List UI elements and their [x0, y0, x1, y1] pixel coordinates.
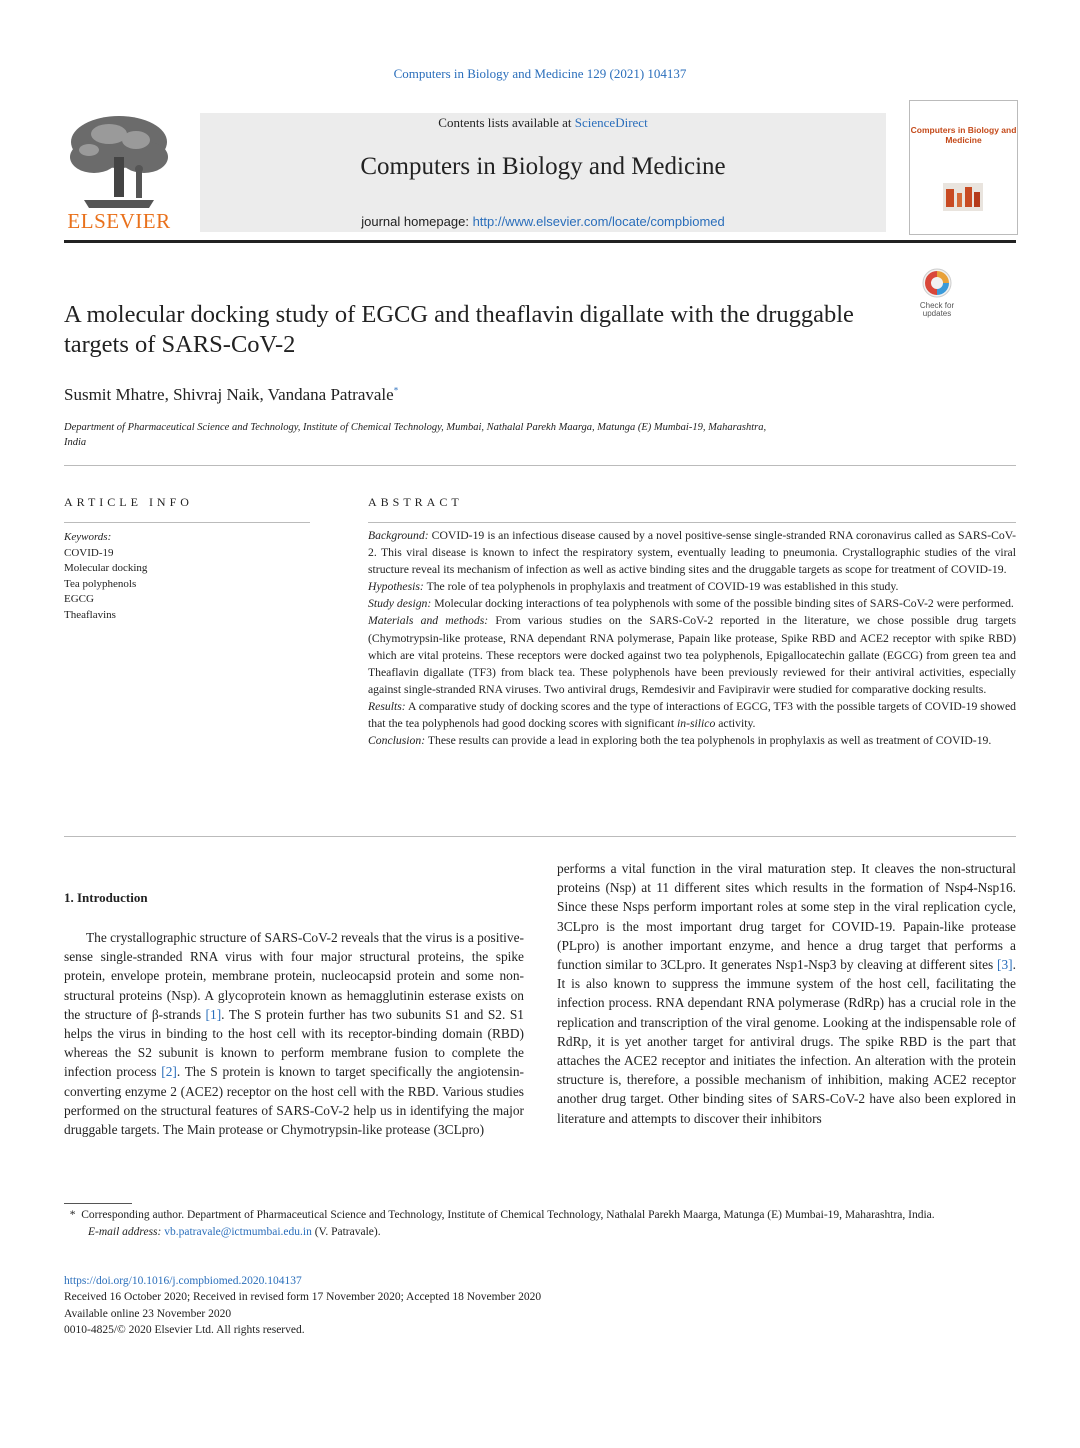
copyright: 0010-4825/© 2020 Elsevier Ltd. All rights reserved. [64, 1323, 305, 1336]
footnote-text [64, 1207, 1016, 1224]
abstract-background [368, 527, 1016, 578]
check-for-updates-icon [908, 266, 966, 302]
elsevier-tree-image [64, 112, 174, 210]
footnote-body: Corresponding author. Department of Pharmaceutical Science and Technology, Institute of Chemical Technology, Nathalal Parekh Maarga, Matunga (E) Mumbai-19, Maharashtra, India. [81, 1209, 935, 1221]
check-for-updates-label [908, 302, 966, 318]
abstract-methods [368, 612, 1016, 697]
intro-text: . The S protein further has two subunits S1 and S2. S1 helps the virus in binding to the host cell with its receptor-binding domain (RBD) whereas the S2 subunit is known to perform membrane fusion to complete the infection process [64, 1006, 524, 1080]
article-info-rule [64, 522, 310, 523]
abstract-results-text: A comparative study of docking scores and the type of interactions of EGCG, TF3 with the possible targets of COVID-19 showed that the tea polyphenols had good docking scores with significant [368, 699, 1016, 731]
journal-title: Computers in Biology and Medicine [360, 153, 726, 180]
article-meta [64, 1273, 541, 1338]
footnote-email [64, 1224, 1016, 1241]
article-title: A molecular docking study of EGCG and theaflavin digallate with the druggable targets of SARS-CoV-2 [64, 301, 854, 358]
email-link[interactable]: vb.patravale@ictmumbai.edu.in [164, 1226, 312, 1238]
abstract-results-label: Results: [368, 699, 406, 713]
elsevier-logo [64, 112, 174, 234]
reference-link-2[interactable]: [2] [161, 1064, 177, 1080]
abstract-conclusion-label: Conclusion: [368, 734, 426, 748]
abstract-results-text-end: activity. [718, 717, 756, 731]
abstract-body [368, 527, 1016, 749]
corresponding-author-footnote [64, 1207, 1016, 1241]
doi-link[interactable]: https://doi.org/10.1016/j.compbiomed.2020.104137 [64, 1275, 302, 1287]
abstract-methods-text: From various studies on the SARS-CoV-2 reported in the literature, we chose possible drug targets (Chymotrypsin-like protease, RNA dependant RNA polymerase, Papain like protease, Spike RBD and ACE2 receptor with spike RBD) which are vital proteins. These receptors were docked against two tea polyphenols, Epigallocatechin gallate (EGCG) from green tea and Theaflavin digallate (TF3) from black tea. These polyphenols have been previously reviewed for their antiviral activities, especially against single-stranded RNA viruses. Two antiviral drugs, Remdesivir and Favipiravir were studied for comparative docking results. [368, 614, 1017, 696]
abstract-background-label: Background: [368, 529, 429, 542]
contents-prefix: Contents lists available at [438, 115, 572, 130]
keywords-label: Keywords: [64, 531, 112, 543]
keyword-item: COVID-19 [64, 546, 114, 559]
check-line-2: updates [922, 309, 952, 318]
abstract-background-text: COVID-19 is an infectious disease caused by a novel positive-sense single-stranded RNA coronavirus called as SARS-CoV-2. This viral disease is known to infect the respiratory system, eventually leading to pneumonia. Crystallographic studies of the viral structure reveal its mechanism of infection as well as active binding sites and the druggable targets as scope for treatment of COVID-19. [368, 529, 1017, 577]
email-suffix: (V. Patravale). [314, 1226, 381, 1238]
footnote-rule [64, 1203, 132, 1204]
header-rule [64, 240, 1016, 243]
reference-link-1[interactable]: [1] [205, 1006, 222, 1022]
authors-names: Susmit Mhatre, Shivraj Naik, Vandana Patravale [64, 385, 394, 404]
intro-text: performs a vital function in the viral maturation step. It cleaves the non-structural proteins (Nsp) at 11 different sites which results in the formation of Nsp4-Nsp16. Since these Nsps perform important roles at some step in the viral replication cycle, 3CLpro is the most important drug target for COVID-19. Papain-like protease (PLpro) is another important enzyme, and hence a drug target that performs a function similar to 3CLpro. It generates Nsp1-Nsp3 by cleaving at different sites [557, 861, 1016, 973]
abstract-heading: ABSTRACT [368, 495, 463, 509]
cover-title: Computers in Biology and Medicine [910, 125, 1017, 145]
affiliation [64, 420, 914, 450]
keywords-block [64, 530, 147, 624]
abstract-conclusion [368, 732, 1016, 749]
corresponding-author-mark[interactable]: * [393, 385, 399, 396]
intro-paragraph-1 [64, 928, 524, 1139]
keyword-item: Theaflavins [64, 608, 116, 621]
check-line-1: Check for [919, 301, 955, 310]
intro-paragraph-1-continued [557, 859, 1016, 1128]
keyword-item: Molecular docking [64, 562, 148, 575]
abstract-study-design-text: Molecular docking interactions of tea polyphenols with some of the possible binding sites of SARS-CoV-2 were performed. [434, 597, 1014, 611]
introduction-heading: 1. Introduction [64, 890, 148, 905]
journal-header-band [200, 113, 886, 232]
abstract-hypothesis [368, 578, 1016, 595]
abstract-conclusion-text: These results can provide a lead in exploring both the tea polyphenols in prophylaxis as well as treatment of COVID-19. [427, 734, 992, 748]
abstract-study-design [368, 595, 1016, 612]
intro-text: . The S protein is known to target specifically the angiotensin-converting enzyme 2 (ACE2) receptor on the host cell with the RBD. Various studies performed on the structural features of SARS-CoV-2 help us in identifying the major druggable targets. The Main protease or Chymotrypsin-like protease (3CLpro) [64, 1064, 524, 1138]
check-for-updates-badge[interactable] [908, 266, 966, 324]
journal-homepage-line [200, 214, 886, 229]
elsevier-wordmark: ELSEVIER [67, 209, 171, 233]
keyword-item: Tea polyphenols [64, 577, 137, 590]
reference-link-3[interactable]: [3] [997, 957, 1013, 973]
body-column-right [557, 859, 1016, 1128]
journal-cover-thumbnail[interactable] [909, 100, 1018, 235]
abstract-study-design-label: Study design: [368, 597, 432, 611]
cover-graphic-image [943, 183, 983, 211]
abstract-results [368, 698, 1016, 732]
email-label: E-mail address: [88, 1226, 162, 1238]
abstract-methods-label: Materials and methods: [368, 614, 489, 628]
abstract-hypothesis-text: The role of tea polyphenols in prophylaxis and treatment of COVID-19 was established in this study. [426, 580, 899, 594]
keyword-item: EGCG [64, 593, 94, 606]
available-online: Available online 23 November 2020 [64, 1307, 232, 1320]
body-column-left [64, 928, 524, 1139]
affiliation-rule [64, 465, 1016, 466]
abstract-rule [368, 522, 1016, 523]
homepage-prefix: journal homepage: [361, 214, 469, 229]
affiliation-line-1: Department of Pharmaceutical Science and Technology, Institute of Chemical Technology, Mumbai, Nathalal Parekh Maarga, Matunga (E) Mumbai-19, Maharashtra, [64, 422, 767, 433]
contents-line [200, 115, 886, 131]
received-dates: Received 16 October 2020; Received in revised form 17 November 2020; Accepted 18 November 2020 [64, 1291, 542, 1304]
intro-text: . It is also known to suppress the immune system of the host cell, facilitating the infection process. RNA dependant RNA polymerase (RdRp) has a crucial role in the replication and transcription of the viral genome. Looking at the indispensable role of RdRp, it is yet another target for antiviral drugs. The spike RBD is the part that attaches the ACE2 receptor and initiates the infection. An alteration with the protein structure is, therefore, a possible mechanism of inhibition, making ACE2 receptor another drug target. Other binding sites of SARS-CoV-2 have also been explored in literature and attempts to discover their inhibitors [557, 957, 1016, 1126]
abstract-results-emphasis: in-silico [677, 717, 716, 731]
footnote-mark: * [69, 1209, 76, 1221]
intro-text: The crystallographic structure of SARS-CoV-2 reveals that the virus is a positive-sense single-stranded RNA virus with four major structural proteins, the spike protein, envelope protein, membrane protein, nucleocapsid protein and some non-structural proteins (Nsp). A glycoprotein known as hemagglutinin esterase exists on the structure of β-strands [64, 930, 524, 1022]
abstract-hypothesis-label: Hypothesis: [368, 580, 424, 594]
journal-citation-link[interactable]: Computers in Biology and Medicine 129 (2021) 104137 [393, 66, 687, 81]
homepage-link[interactable]: http://www.elsevier.com/locate/compbiomed [472, 214, 725, 229]
article-info-heading: ARTICLE INFO [64, 495, 193, 509]
affiliation-line-2: India [64, 437, 87, 448]
author-list [64, 385, 398, 405]
sciencedirect-link[interactable]: ScienceDirect [574, 115, 648, 130]
abstract-bottom-rule [64, 836, 1016, 837]
